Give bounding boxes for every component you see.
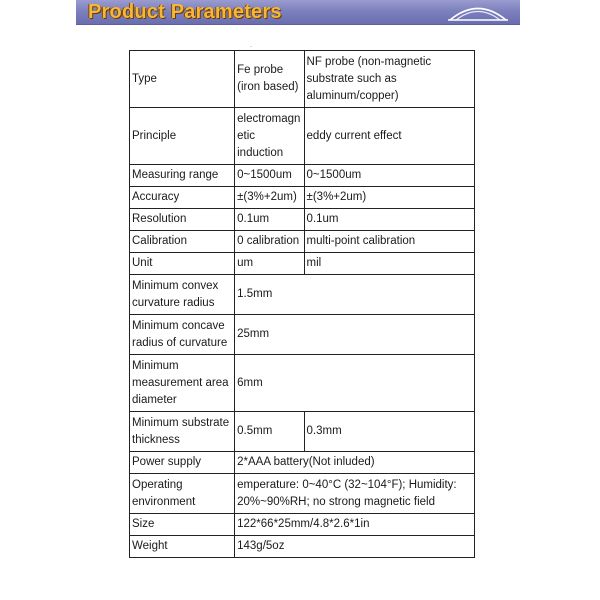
fe-value: um [235, 253, 304, 275]
row-label: Operating environment [130, 474, 235, 514]
row-label: Power supply [130, 452, 235, 474]
table-row [130, 253, 475, 275]
shared-value: 25mm [235, 315, 475, 355]
row-label: Calibration [130, 231, 235, 253]
row-label: Unit [130, 253, 235, 275]
shared-value: 122*66*25mm/4.8*2.6*1in [235, 514, 475, 536]
table-row [130, 165, 475, 187]
fe-value: 0.1um [235, 209, 304, 231]
row-label: Size [130, 514, 235, 536]
row-label: Minimum convex curvature radius [130, 275, 235, 315]
shared-value: 2*AAA battery(Not inluded) [235, 452, 475, 474]
row-label: Accuracy [130, 187, 235, 209]
table-row [130, 187, 475, 209]
table-row [130, 275, 475, 315]
table-row [130, 315, 475, 355]
table-row [130, 536, 475, 558]
fe-value: 0 calibration [235, 231, 304, 253]
table-row [130, 108, 475, 165]
shared-value: emperature: 0~40°C (32~104°F); Humidity: 20%~90%RH; no strong magnetic field [235, 474, 475, 514]
nf-value: mil [304, 253, 474, 275]
table-row [130, 355, 475, 412]
table-row [130, 412, 475, 452]
row-label: Measuring range [130, 165, 235, 187]
nf-value: eddy current effect [304, 108, 474, 165]
fe-value: electromagnetic induction [235, 108, 304, 165]
fe-value: ±(3%+2um) [235, 187, 304, 209]
row-label: Minimum measurement area diameter [130, 355, 235, 412]
nf-value: multi-point calibration [304, 231, 474, 253]
page-title: Product Parameters [88, 1, 282, 23]
nf-value: 0~1500um [304, 165, 474, 187]
table-row [130, 209, 475, 231]
parameters-table [129, 50, 475, 558]
nf-value: ±(3%+2um) [304, 187, 474, 209]
dome-arc-icon [446, 1, 510, 23]
row-label: Resolution [130, 209, 235, 231]
row-label: Principle [130, 108, 235, 165]
fe-value: Fe probe (iron based) [235, 51, 304, 108]
shared-value: 1.5mm [235, 275, 475, 315]
fe-value: 0~1500um [235, 165, 304, 187]
row-label: Type [130, 51, 235, 108]
header-banner [76, 0, 520, 25]
fe-value: 0.5mm [235, 412, 304, 452]
table-row [130, 514, 475, 536]
nf-value: 0.3mm [304, 412, 474, 452]
row-label: Minimum concave radius of curvature [130, 315, 235, 355]
nf-value: 0.1um [304, 209, 474, 231]
table-row [130, 452, 475, 474]
shared-value: 6mm [235, 355, 475, 412]
row-label: Weight [130, 536, 235, 558]
row-label: Minimum substrate thickness [130, 412, 235, 452]
table-row [130, 231, 475, 253]
stray-dot: · [250, 44, 252, 50]
nf-value: NF probe (non-magnetic substrate such as aluminum/copper) [304, 51, 474, 108]
table-row [130, 51, 475, 108]
shared-value: 143g/5oz [235, 536, 475, 558]
table-row [130, 474, 475, 514]
